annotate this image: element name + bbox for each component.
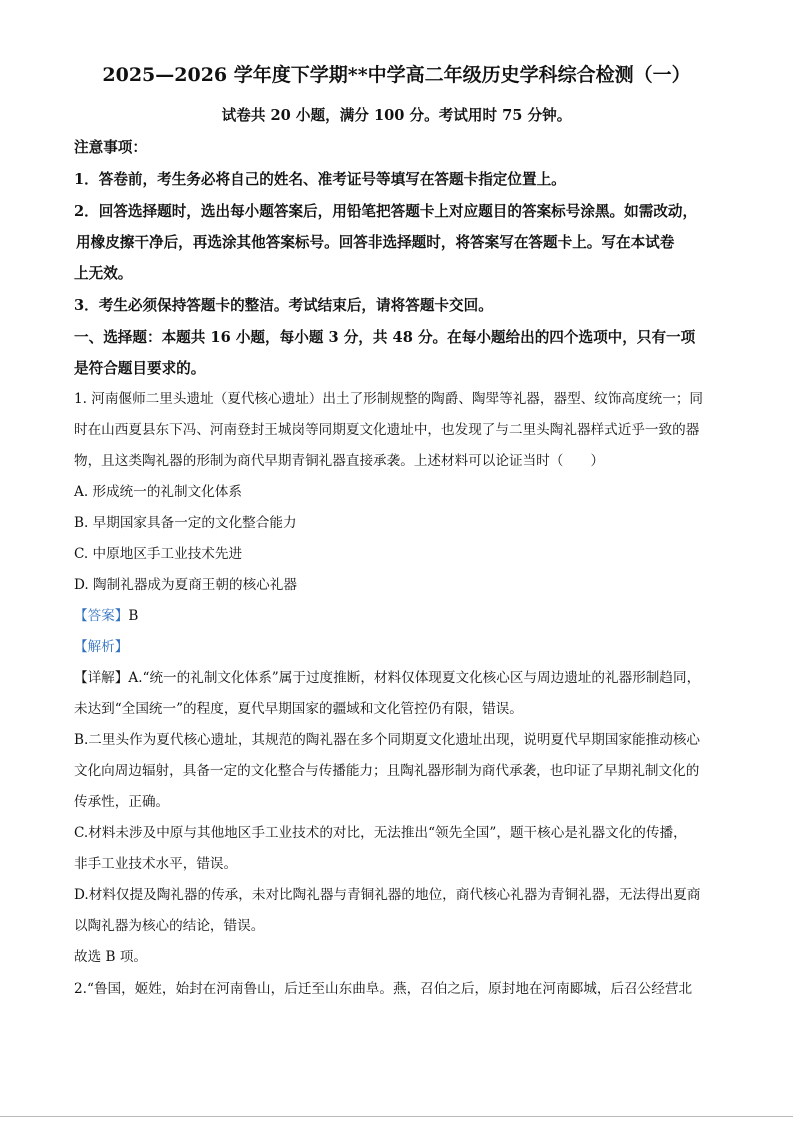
conclusion-line: 故选 B 项。 bbox=[74, 949, 148, 965]
analysis-label: 【解析】 bbox=[74, 639, 129, 655]
option-a: A. 形成统一的礼制文化体系 bbox=[74, 484, 242, 500]
answer-line bbox=[74, 607, 138, 625]
explanation-line: D.材料仅提及陶礼器的传承，未对比陶礼器与青铜礼器的地位，商代核心礼器为青铜礼器，无法得出夏商 bbox=[74, 887, 701, 903]
explanation-line: C.材料未涉及中原与其他地区手工业技术的对比，无法推出“领先全国”，题干核心是礼器文化的传播， bbox=[74, 825, 687, 841]
explanation-line: 【详解】A.“统一的礼制文化体系”属于过度推断，材料仅体现夏文化核心区与周边遗址的礼器形制趋同， bbox=[74, 670, 701, 686]
explanation-line: 非手工业技术水平，错误。 bbox=[74, 856, 238, 872]
explanation-line: 以陶礼器为核心的结论，错误。 bbox=[74, 918, 265, 934]
answer-value: B bbox=[128, 608, 139, 624]
explanation-line: 文化向周边辐射，具备一定的文化整合与传播能力；且陶礼器形制为商代承袭，也印证了早期礼制文化的 bbox=[74, 763, 700, 779]
exam-subtitle: 试卷共 20 小题，满分 100 分。考试用时 75 分钟。 bbox=[221, 107, 572, 124]
section-header: 是符合题目要求的。 bbox=[74, 360, 206, 377]
question-stem-line: 时在山西夏县东下冯、河南登封王城岗等同期夏文化遗址中，也发现了与二里头陶礼器样式近乎一致的器 bbox=[74, 422, 700, 438]
note-line: 3．考生必须保持答题卡的整洁。考试结束后，请将答题卡交回。 bbox=[74, 297, 493, 314]
note-line: 1．答卷前，考生务必将自己的姓名、准考证号等填写在答题卡指定位置上。 bbox=[74, 171, 566, 188]
option-c: C. 中原地区手工业技术先进 bbox=[74, 546, 243, 562]
question-stem-line: 2.“鲁国，姬姓，始封在河南鲁山，后迁至山东曲阜。燕，召伯之后，原封地在河南郾城，后召公经营北 bbox=[74, 981, 693, 997]
option-d: D. 陶制礼器成为夏商王朝的核心礼器 bbox=[74, 577, 297, 593]
exam-title: 2025—2026 学年度下学期**中学高二年级历史学科综合检测（一） bbox=[102, 64, 691, 86]
question-stem-line: 1. 河南偃师二里头遗址（夏代核心遗址）出土了形制规整的陶爵、陶斝等礼器，器型、纹饰高度统一；同 bbox=[74, 391, 704, 407]
question-stem-line: 物，且这类陶礼器的形制为商代早期青铜礼器直接承袭。上述材料可以论证当时（ ） bbox=[74, 453, 605, 469]
option-b: B. 早期国家具备一定的文化整合能力 bbox=[74, 515, 297, 531]
section-header: 一、选择题：本题共 16 小题，每小题 3 分，共 48 分。在每小题给出的四个选项中，只有一项 bbox=[74, 329, 696, 346]
note-line: 用橡皮擦干净后，再选涂其他答案标号。回答非选择题时，将答案写在答题卡上。写在本试卷 bbox=[76, 234, 675, 251]
note-line: 上无效。 bbox=[74, 265, 133, 282]
note-line: 2．回答选择题时，选出每小题答案后，用铅笔把答题卡上对应题目的答案标号涂黑。如需改动， bbox=[74, 203, 698, 220]
answer-label: 【答案】 bbox=[74, 608, 129, 624]
explanation-line: 未达到“全国统一”的程度，夏代早期国家的疆域和文化管控仍有限，错误。 bbox=[74, 701, 523, 717]
explanation-line: 传承性，正确。 bbox=[74, 794, 170, 810]
page-bottom-rule bbox=[0, 1116, 793, 1117]
explanation-line: B.二里头作为夏代核心遗址，其规范的陶礼器在多个同期夏文化遗址出现，说明夏代早期国家能推动核心 bbox=[74, 732, 701, 748]
notes-heading: 注意事项： bbox=[74, 139, 147, 156]
